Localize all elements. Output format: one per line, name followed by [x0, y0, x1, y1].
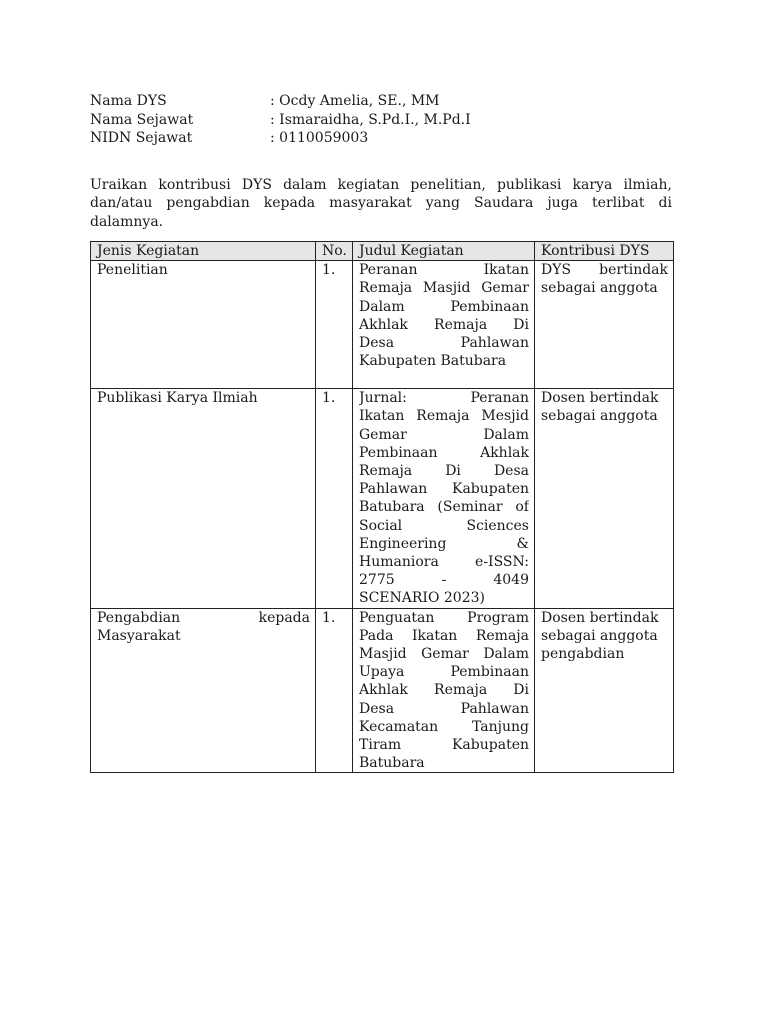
- cell-line: sebagai anggota: [541, 627, 658, 644]
- cell-line: Remaja Di Desa: [359, 463, 529, 480]
- contribution-table: [90, 241, 674, 773]
- info-value: : Ismaraidha, S.Pd.I., M.Pd.I: [270, 111, 471, 128]
- info-value: : 0110059003: [270, 130, 369, 146]
- cell-line: Desa Pahlawan: [359, 335, 529, 352]
- cell-line: Pembinaan Akhlak: [359, 444, 529, 461]
- cell-line: DYS bertindak: [541, 262, 668, 279]
- cell-line: Kecamatan Tanjung: [359, 718, 529, 735]
- cell-line: Desa Pahlawan: [359, 700, 529, 717]
- cell-jenis: [91, 389, 316, 608]
- cell-line: Humaniora e-ISSN:: [359, 554, 529, 571]
- cell-line: Upaya Pembinaan: [359, 664, 529, 681]
- cell-line: Akhlak Remaja Di: [359, 682, 529, 699]
- cell-no: 1.: [316, 608, 353, 773]
- cell-line: Pahlawan Kabupaten: [359, 481, 529, 498]
- cell-jenis: [91, 261, 316, 389]
- cell-line: Jurnal: Peranan: [359, 390, 529, 407]
- cell-line: Ikatan Remaja Mesjid: [359, 408, 529, 425]
- cell-line: Publikasi Karya Ilmiah: [97, 390, 258, 407]
- cell-line: Masjid Gemar Dalam: [359, 646, 529, 663]
- info-row-nama-sejawat: [90, 111, 672, 130]
- cell-line: Dosen bertindak: [541, 390, 659, 407]
- cell-kontribusi: [535, 389, 674, 608]
- cell-line: Remaja Masjid Gemar: [359, 280, 529, 297]
- info-row-nidn-sejawat: [90, 129, 672, 148]
- table-row: [91, 608, 674, 773]
- cell-line: sebagai anggota: [541, 280, 658, 297]
- header-kontribusi-dys: Kontribusi DYS: [535, 242, 674, 261]
- cell-line: sebagai anggota: [541, 408, 658, 425]
- cell-line: 2775 - 4049: [359, 572, 529, 589]
- cell-no: 1.: [316, 261, 353, 389]
- cell-line: SCENARIO 2023): [359, 590, 485, 607]
- info-label: NIDN Sejawat: [90, 130, 193, 146]
- cell-line: Penguatan Program: [359, 609, 529, 626]
- cell-kontribusi: [535, 261, 674, 389]
- cell-kontribusi: [535, 608, 674, 773]
- cell-line: Peranan Ikatan: [359, 262, 529, 279]
- cell-line: Pada Ikatan Remaja: [359, 627, 529, 644]
- table-row: [91, 261, 674, 389]
- cell-line: Masyarakat: [97, 627, 181, 644]
- cell-line: Batubara: [359, 755, 425, 772]
- identity-block: [90, 92, 672, 148]
- cell-line: Dalam Pembinaan: [359, 298, 529, 315]
- table-row: [91, 389, 674, 608]
- cell-line: Akhlak Remaja Di: [359, 316, 529, 333]
- cell-line: Engineering &: [359, 535, 529, 552]
- cell-line: Penelitian: [97, 262, 168, 279]
- intro-paragraph: Uraikan kontribusi DYS dalam kegiatan penelitian, publikasi karya ilmiah, dan/atau pengabdian kepada masyarakat yang Saudara juga terlibat di dalamnya.: [90, 176, 672, 230]
- cell-jenis: [91, 608, 316, 773]
- header-jenis-kegiatan: Jenis Kegiatan: [91, 242, 316, 261]
- cell-no: 1.: [316, 389, 353, 608]
- header-judul-kegiatan: Judul Kegiatan: [353, 242, 535, 261]
- cell-line: Pengabdian kepada: [97, 609, 310, 626]
- cell-line: Social Sciences: [359, 517, 529, 534]
- document-page: [90, 92, 672, 773]
- cell-line: Gemar Dalam: [359, 426, 529, 443]
- cell-line: Tiram Kabupaten: [359, 737, 529, 754]
- info-value: : Ocdy Amelia, SE., MM: [270, 93, 440, 109]
- cell-line: Kabupaten Batubara: [359, 353, 507, 370]
- table-header-row: [91, 242, 674, 261]
- cell-line: pengabdian: [541, 646, 625, 663]
- header-no: No.: [316, 242, 353, 261]
- cell-judul: [353, 608, 535, 773]
- info-label: Nama Sejawat: [90, 111, 194, 128]
- cell-line: Dosen bertindak: [541, 609, 659, 626]
- cell-judul: [353, 389, 535, 608]
- info-row-nama-dys: [90, 92, 672, 111]
- cell-line: Batubara (Seminar of: [359, 499, 529, 516]
- info-label: Nama DYS: [90, 93, 167, 109]
- cell-judul: [353, 261, 535, 389]
